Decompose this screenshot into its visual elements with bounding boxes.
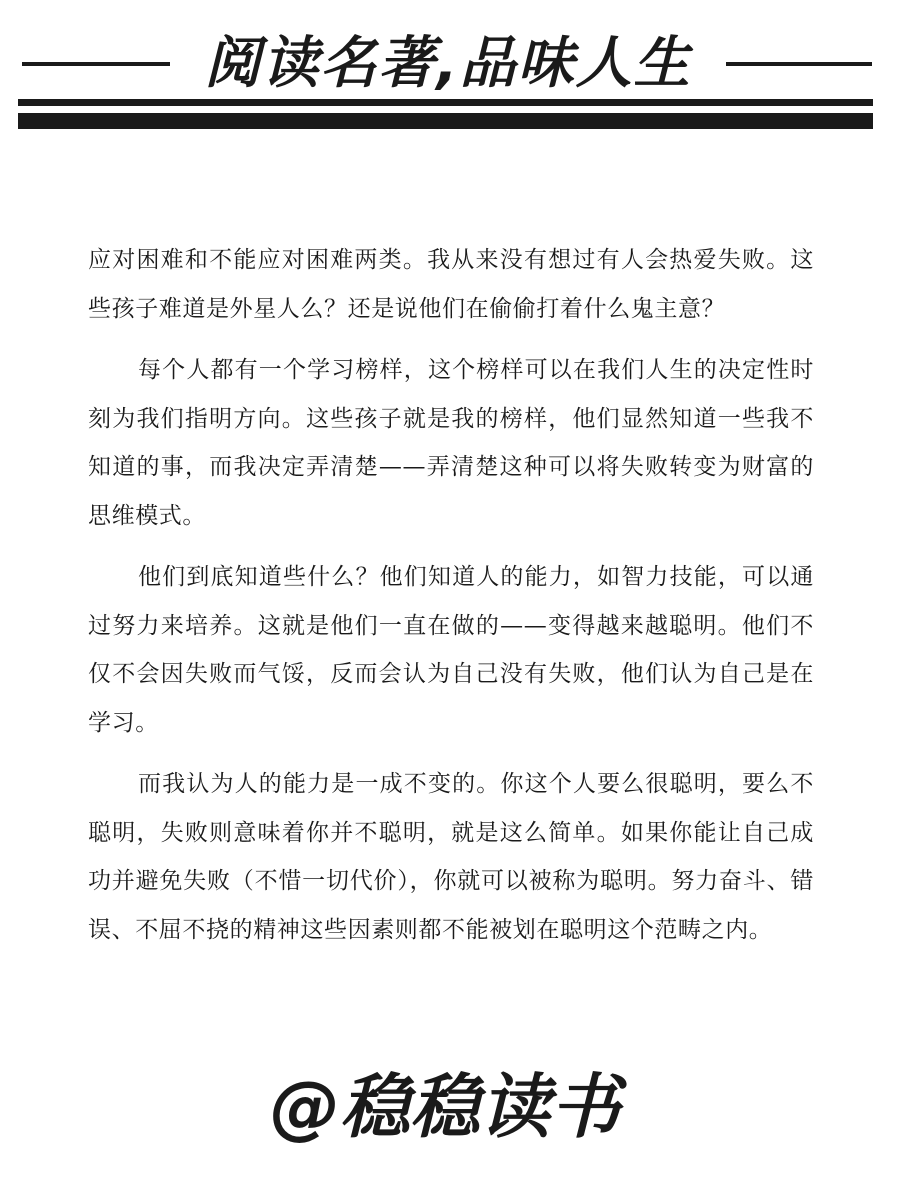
header-divider-thin <box>18 99 873 106</box>
paragraph: 而我认为人的能力是一成不变的。你这个人要么很聪明，要么不聪明，失败则意味着你并不聪明，就是这么简单。如果你能让自己成功并避免失败（不惜一切代价），你就可以被称为聪明。努力奋斗、错误、不屈不挠的精神这些因素则都不能被划在聪明这个范畴之内。 <box>88 771 814 943</box>
article-body <box>88 236 814 954</box>
header-rule-right <box>726 62 872 66</box>
page-header <box>0 0 900 140</box>
paragraph-continued: 应对困难和不能应对困难两类。我从来没有想过有人会热爱失败。这些孩子难道是外星人么？还是说他们在偷偷打着什么鬼主意？ <box>88 247 814 322</box>
header-rule-left <box>22 62 170 66</box>
paragraph: 每个人都有一个学习榜样，这个榜样可以在我们人生的决定性时刻为我们指明方向。这些孩子就是我的榜样，他们显然知道一些我不知道的事，而我决定弄清楚——弄清楚这种可以将失败转变为财富的思维模式。 <box>88 357 814 529</box>
page-title: 阅读名著,品味人生 <box>204 31 692 96</box>
author-handle: @稳稳读书 <box>270 1066 620 1148</box>
header-divider-thick <box>18 113 873 129</box>
paragraph: 他们到底知道些什么？他们知道人的能力，如智力技能，可以通过努力来培养。这就是他们一直在做的——变得越来越聪明。他们不仅不会因失败而气馁，反而会认为自己没有失败，他们认为自己是在学习。 <box>88 564 814 736</box>
